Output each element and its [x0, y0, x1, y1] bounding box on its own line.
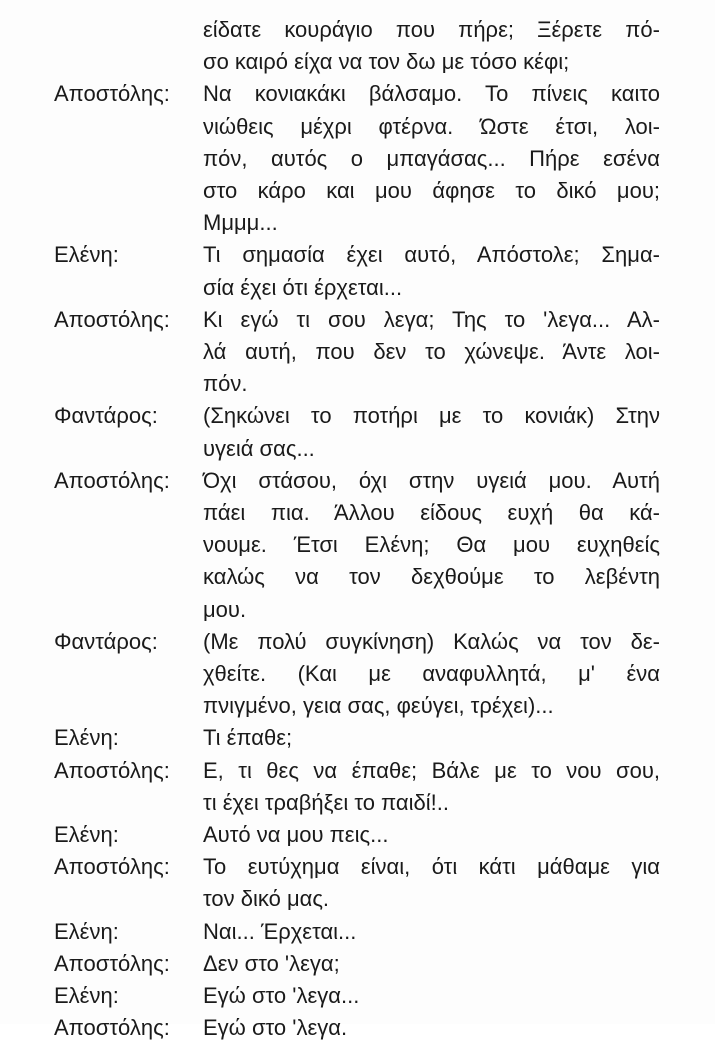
- dialogue-entry: [54, 819, 660, 851]
- dialogue-line: Ναι... Έρχεται...: [203, 918, 357, 944]
- dialogue-text: [203, 78, 660, 239]
- dialogue-text: [203, 980, 660, 1012]
- dialogue-entry: [54, 14, 660, 78]
- speaker-name: Ελένη:: [54, 983, 119, 1009]
- dialogue-line: Όχι στάσου, όχι στην υγειά μου. Αυτή: [203, 467, 660, 493]
- speaker-name: Αποστόλης:: [54, 306, 170, 332]
- speaker-name: Αποστόλης:: [54, 950, 170, 976]
- speaker-name: Ελένη:: [54, 822, 119, 848]
- dialogue-text: [203, 626, 660, 723]
- dialogue-text: [203, 851, 660, 915]
- speaker-name: Φαντάρος:: [54, 403, 158, 429]
- dialogue-line: νουμε. Έτσι Ελένη; Θα μου ευχηθείς: [203, 532, 660, 558]
- dialogue-line: Δεν στο 'λεγα;: [203, 950, 340, 976]
- dialogue-text: [203, 1012, 660, 1044]
- dialogue-line: Αυτό να μου πεις...: [203, 822, 389, 848]
- dialogue-line: Μμμμ...: [203, 210, 278, 236]
- speaker-name: Φαντάρος:: [54, 628, 158, 654]
- dialogue-line: υγειά σας...: [203, 435, 315, 461]
- dialogue-line: Τι σημασία έχει αυτό, Απόστολε; Σημα-: [203, 242, 660, 268]
- dialogue-text: [203, 755, 660, 819]
- dialogue-text: [203, 304, 660, 401]
- dialogue-line: Εγώ στο 'λεγα.: [203, 1015, 348, 1041]
- dialogue-entry: [54, 851, 660, 915]
- dialogue-line: στο κάρο και μου άφησε το δικό μου;: [203, 178, 660, 204]
- dialogue-line: τον δικό μας.: [203, 886, 330, 912]
- dialogue-line: τι έχει τραβήξει το παιδί!..: [203, 789, 449, 815]
- dialogue-entry: [54, 755, 660, 819]
- dialogue-line: σο καιρό είχα να τον δω με τόσο κέφι;: [203, 49, 570, 75]
- dialogue-text: [203, 916, 660, 948]
- dialogue-entry: [54, 78, 660, 239]
- dialogue-list: [54, 14, 660, 1045]
- dialogue-line: χθείτε. (Και με αναφυλλητά, μ' ένα: [203, 661, 660, 687]
- dialogue-line: (Σηκώνει το ποτήρι με το κονιάκ) Στην: [203, 403, 660, 429]
- dialogue-entry: [54, 400, 660, 464]
- dialogue-line: πνιγμένο, γεια σας, φεύγει, τρέχει)...: [203, 693, 554, 719]
- dialogue-line: πόν.: [203, 371, 248, 397]
- speaker-name: Αποστόλης:: [54, 854, 170, 880]
- dialogue-text: [203, 239, 660, 303]
- dialogue-text: [203, 14, 660, 78]
- dialogue-entry: [54, 1012, 660, 1044]
- dialogue-line: Εγώ στο 'λεγα...: [203, 983, 360, 1009]
- dialogue-text: [203, 722, 660, 754]
- speaker-name: Αποστόλης:: [54, 81, 170, 107]
- dialogue-entry: [54, 239, 660, 303]
- speaker-name: Αποστόλης:: [54, 1015, 170, 1041]
- dialogue-line: είδατε κουράγιο που πήρε; Ξέρετε πό-: [203, 17, 660, 42]
- dialogue-text: [203, 465, 660, 626]
- dialogue-entry: [54, 980, 660, 1012]
- dialogue-line: Ε, τι θες να έπαθε; Βάλε με το νου σου,: [203, 757, 660, 783]
- dialogue-line: Να κονιακάκι βάλσαμο. Το πίνεις καιτο: [203, 81, 660, 107]
- dialogue-line: λά αυτή, που δεν το χώνεψε. Άντε λοι-: [203, 339, 660, 365]
- dialogue-line: πόν, αυτός ο μπαγάσας... Πήρε εσένα: [203, 145, 660, 171]
- speaker-name: Ελένη:: [54, 918, 119, 944]
- dialogue-line: Το ευτύχημα είναι, ότι κάτι μάθαμε για: [203, 854, 660, 880]
- dialogue-entry: [54, 948, 660, 980]
- dialogue-line: Τι έπαθε;: [203, 725, 293, 751]
- dialogue-entry: [54, 916, 660, 948]
- dialogue-text: [203, 819, 660, 851]
- speaker-name: Αποστόλης:: [54, 467, 170, 493]
- dialogue-entry: [54, 722, 660, 754]
- dialogue-entry: [54, 304, 660, 401]
- dialogue-line: νιώθεις μέχρι φτέρνα. Ώστε έτσι, λοι-: [203, 113, 660, 139]
- dialogue-entry: [54, 626, 660, 723]
- dialogue-entry: [54, 465, 660, 626]
- dialogue-line: καλώς να τον δεχθούμε το λεβέντη: [203, 564, 660, 590]
- dialogue-text: [203, 400, 660, 464]
- dialogue-line: σία έχει ότι έρχεται...: [203, 274, 403, 300]
- speaker-name: Αποστόλης:: [54, 757, 170, 783]
- dialogue-line: Κι εγώ τι σου λεγα; Της το 'λεγα... Αλ-: [203, 306, 660, 332]
- speaker-name: Ελένη:: [54, 725, 119, 751]
- dialogue-line: πάει πια. Άλλου είδους ευχή θα κά-: [203, 500, 660, 526]
- speaker-name: Ελένη:: [54, 242, 119, 268]
- dialogue-line: (Με πολύ συγκίνηση) Καλώς να τον δε-: [203, 628, 660, 654]
- dialogue-line: μου.: [203, 596, 247, 622]
- dialogue-text: [203, 948, 660, 980]
